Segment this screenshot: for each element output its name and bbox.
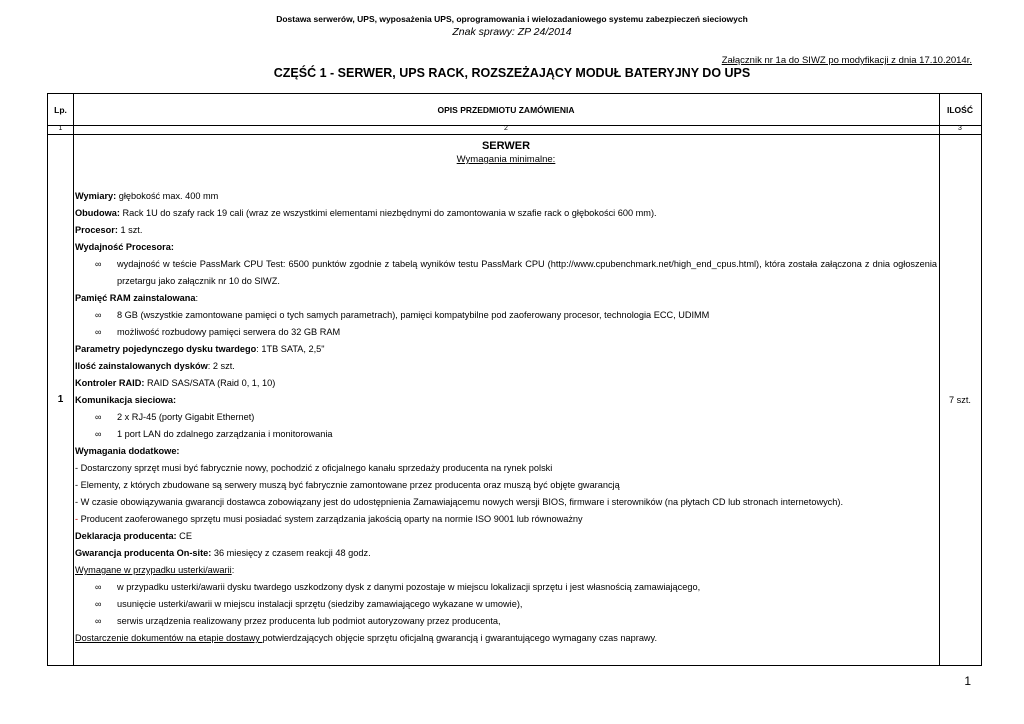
document-header: Dostawa serwerów, UPS, wyposażenia UPS, oprogramowania i wielozadaniowego systemu zabezpieczeń sieciowych [276,14,748,24]
list-item: ∞ 2 x RJ-45 (porty Gigabit Ethernet) [75,409,937,426]
documents-line: Dostarczenie dokumentów na etapie dostawy potwierdzających objęcie sprzętu oficjalną gwarancją i gwarantującego wymagany czas naprawy. [75,633,658,643]
row-quantity: 7 szt. [949,395,971,405]
additional-requirement: - Elementy, z których zbudowane są serwery muszą być fabrycznie zamontowane przez producenta oraz muszą być objęte gwarancją [75,480,620,490]
disk-count-line: Ilość zainstalowanych dysków: 2 szt. [75,361,235,371]
column-divider [939,94,940,665]
page-number: 1 [964,674,971,688]
failure-label: Wymagane w przypadku usterki/awarii: [75,565,235,575]
list-item: ∞ możliwość rozbudowy pamięci serwera do 32 GB RAM [75,324,937,341]
row-divider [48,134,981,135]
chassis-line: Obudowa: Rack 1U do szafy rack 19 cali (wraz ze wszystkimi elementami niezbędnymi do zamontowania w szafie rack o głębokości 600 mm). [75,208,657,218]
list-item: ∞ 8 GB (wszystkie zamontowane pamięci o tych samych parametrach), pamięci kompatybilne pod zaoferowany procesor, technologia ECC, UDIMM [75,307,937,324]
additional-requirement: - Producent zaoferowanego sprzętu musi posiadać system zarządzania jakością oparty na normie ISO 9001 lub równoważny [75,514,583,524]
section-subtitle: Wymagania minimalne: [456,154,556,165]
row-number: 1 [57,394,64,405]
requirements-list [75,188,937,647]
column-number: 3 [958,125,962,132]
processor-line: Procesor: 1 szt. [75,225,143,235]
list-item: ∞ usunięcie usterki/awarii w miejscu instalacji sprzętu (siedziby zamawiającego wykazane w umowie), [75,596,937,613]
infinity-bullet-icon: ∞ [95,599,102,609]
additional-requirement: - Dostarczony sprzęt musi być fabrycznie nowy, pochodzić z oficjalnego kanału sprzedaży producenta na rynek polski [75,463,553,473]
dimensions-line: Wymiary: głębokość max. 400 mm [75,191,219,201]
column-divider [73,94,74,665]
cpu-performance-label: Wydajność Procesora: [75,242,174,252]
header-quantity: ILOŚĆ [947,105,973,115]
column-number: 2 [504,125,508,132]
raid-line: Kontroler RAID: RAID SAS/SATA (Raid 0, 1, 10) [75,378,276,388]
list-item: ∞ wydajność w teście PassMark CPU Test: 6500 punktów zgodnie z tabelą wyników testu PassMark CPU (http://www.cpubenchmark.net/high_end_cpus.html), która została załączona z dnia ogłoszenia przetargu jako załącznik nr 10 do SIWZ. [75,256,937,290]
item-description [75,140,937,166]
page-title: CZĘŚĆ 1 - SERWER, UPS RACK, ROZSZEŻAJĄCY MODUŁ BATERYJNY DO UPS [273,66,751,80]
infinity-bullet-icon: ∞ [95,616,102,626]
additional-requirements-label: Wymagania dodatkowe: [75,446,180,456]
infinity-bullet-icon: ∞ [95,310,102,320]
disk-params-line: Parametry pojedynczego dysku twardego: 1TB SATA, 2,5" [75,344,325,354]
list-item: ∞ serwis urządzenia realizowany przez producenta lub podmiot autoryzowany przez producenta, [75,613,937,630]
case-number: Znak sprawy: ZP 24/2014 [452,26,572,38]
list-item: ∞ 1 port LAN do zdalnego zarządzania i monitorowania [75,426,937,443]
section-title: SERWER [481,140,531,152]
infinity-bullet-icon: ∞ [95,327,102,337]
infinity-bullet-icon: ∞ [95,429,102,439]
additional-requirement: - W czasie obowiązywania gwarancji dostawca zobowiązany jest do udostępnienia Zamawiającemu nowych wersji BIOS, firmware i sterowników (na płytach CD lub stronach internetowych). [75,497,843,507]
network-label: Komunikacja sieciowa: [75,395,177,405]
warranty-line: Gwarancja producenta On-site: 36 miesięcy z czasem reakcji 48 godz. [75,548,371,558]
attachment-note: Załącznik nr 1a do SIWZ po modyfikacji z dnia 17.10.2014r. [721,55,972,66]
header-lp: Lp. [54,105,67,115]
declaration-line: Deklaracja producenta: CE [75,531,192,541]
ram-line: Pamięć RAM zainstalowana: [75,293,199,303]
column-number: 1 [58,125,63,132]
header-description: OPIS PRZEDMIOTU ZAMÓWIENIA [437,105,575,115]
infinity-bullet-icon: ∞ [95,412,102,422]
list-item: ∞ w przypadku usterki/awarii dysku twardego uszkodzony dysk z danymi pozostaje w miejscu lokalizacji sprzętu i jest własnością zamawiającego, [75,579,937,596]
infinity-bullet-icon: ∞ [95,259,102,269]
infinity-bullet-icon: ∞ [95,582,102,592]
